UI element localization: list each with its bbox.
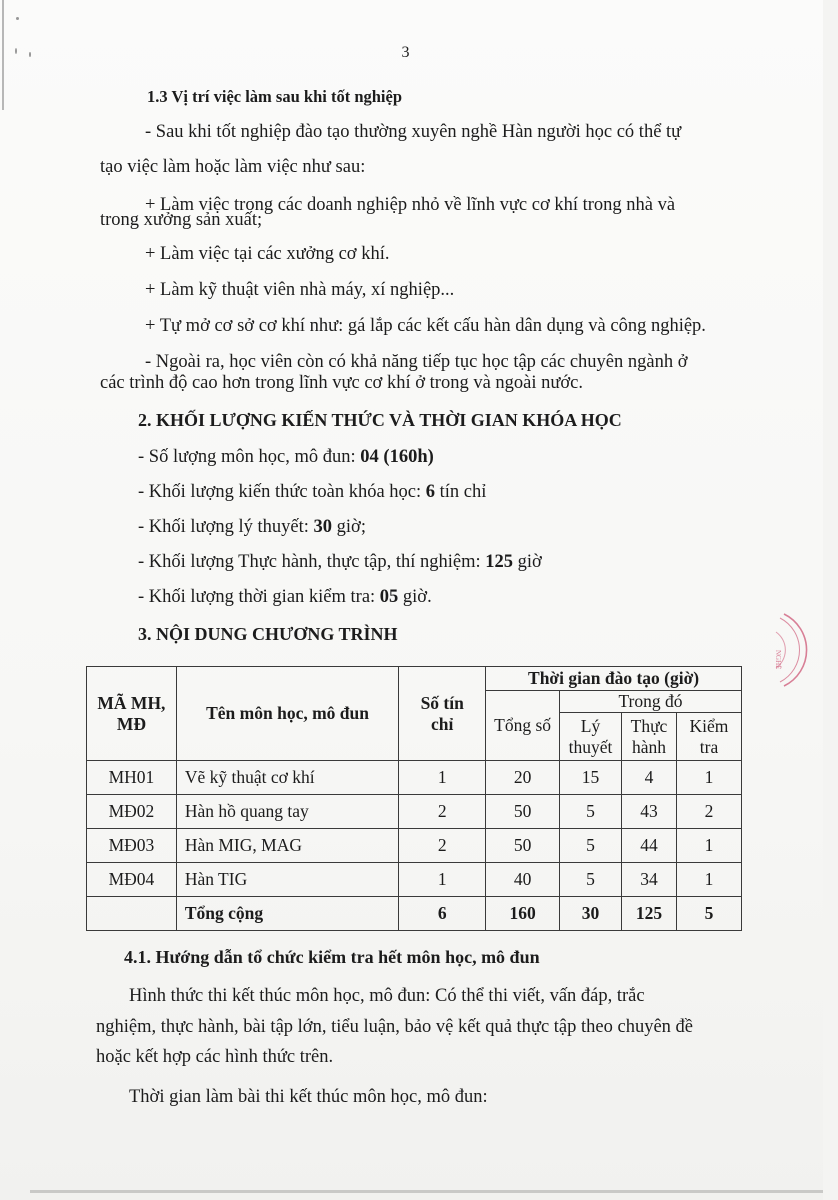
cell-theory: 5 — [560, 829, 622, 863]
header-name: Tên môn học, mô đun — [176, 667, 398, 761]
cell-total: 50 — [486, 829, 560, 863]
cell-practice: 125 — [621, 897, 676, 931]
table-row — [87, 829, 742, 863]
page-bottom-edge — [30, 1190, 823, 1193]
table-row — [87, 795, 742, 829]
cell-code: MĐ02 — [87, 795, 177, 829]
stat-suffix: giờ — [513, 552, 542, 572]
list-item: + Làm kỹ thuật viên nhà máy, xí nghiệp... — [145, 280, 455, 300]
cell-credits: 2 — [399, 829, 486, 863]
list-item: + Làm việc trong các doanh nghiệp nhỏ về lĩnh vực cơ khí trong nhà và — [145, 195, 676, 215]
cell-code: MH01 — [87, 761, 177, 795]
cell-theory: 5 — [560, 863, 622, 897]
page-number: 3 — [401, 44, 410, 61]
cell-exam: 1 — [676, 829, 741, 863]
cell-credits: 1 — [399, 863, 486, 897]
stat-value: 30 — [313, 517, 333, 537]
table-row — [87, 761, 742, 795]
cell-practice: 43 — [621, 795, 676, 829]
paragraph-line: - Ngoài ra, học viên còn có khả năng tiếp tục học tập các chuyên ngành ở — [145, 352, 688, 372]
course-stat-item — [138, 448, 434, 467]
cell-exam: 1 — [676, 761, 741, 795]
cell-total: 40 — [486, 863, 560, 897]
cell-credits: 6 — [399, 897, 486, 931]
cell-code: MĐ04 — [87, 863, 177, 897]
program-table — [86, 666, 742, 931]
cell-exam: 5 — [676, 897, 741, 931]
stat-suffix: giờ. — [398, 587, 432, 607]
table-total-row — [87, 897, 742, 931]
cell-total: 160 — [486, 897, 560, 931]
course-stat-item — [138, 518, 366, 537]
stat-label: - Khối lượng thời gian kiểm tra: — [138, 587, 380, 607]
paragraph-line: các trình độ cao hơn trong lĩnh vực cơ khí ở trong và ngoài nước. — [100, 373, 584, 393]
cell-name: Hàn TIG — [176, 863, 398, 897]
header-of-which: Trong đó — [560, 691, 742, 713]
cell-code: MĐ03 — [87, 829, 177, 863]
cell-exam: 2 — [676, 795, 741, 829]
cell-exam: 1 — [676, 863, 741, 897]
cell-name: Vẽ kỹ thuật cơ khí — [176, 761, 398, 795]
header-practice: Thực hành — [621, 713, 676, 761]
stat-value: 6 — [425, 482, 436, 502]
header-credits: Số tín chỉ — [399, 667, 486, 761]
section-heading-3: 3. NỘI DUNG CHƯƠNG TRÌNH — [138, 624, 398, 644]
cell-theory: 5 — [560, 795, 622, 829]
header-time-group: Thời gian đào tạo (giờ) — [486, 667, 742, 691]
paragraph-line: hoặc kết hợp các hình thức trên. — [96, 1047, 334, 1067]
section-heading-4-1: 4.1. Hướng dẫn tổ chức kiểm tra hết môn học, mô đun — [124, 947, 540, 967]
header-total: Tổng số — [486, 691, 560, 761]
course-stat-item — [138, 553, 542, 572]
course-stat-item — [138, 483, 486, 502]
cell-practice: 44 — [621, 829, 676, 863]
paragraph-line: tạo việc làm hoặc làm việc như sau: — [100, 157, 366, 177]
stamp-text: NGHỀ — [774, 650, 782, 670]
stat-value: 05 — [379, 587, 399, 607]
stat-value: 04 (160h) — [360, 447, 434, 467]
table-row — [87, 863, 742, 897]
section-heading-1-3: 1.3 Vị trí việc làm sau khi tốt nghiệp — [147, 87, 403, 106]
stat-value: 125 — [485, 552, 514, 572]
cell-name: Hàn MIG, MAG — [176, 829, 398, 863]
paragraph-line: - Sau khi tốt nghiệp đào tạo thường xuyên nghề Hàn người học có thể tự — [145, 122, 682, 142]
cell-practice: 4 — [621, 761, 676, 795]
stat-suffix: tín chỉ — [435, 482, 487, 502]
course-stat-item — [138, 588, 432, 607]
stat-label: - Khối lượng lý thuyết: — [138, 517, 314, 537]
cell-code — [87, 897, 177, 931]
cell-credits: 1 — [399, 761, 486, 795]
stat-label: - Khối lượng kiến thức toàn khóa học: — [138, 482, 426, 502]
paragraph-line: nghiệm, thực hành, bài tập lớn, tiểu luận, bảo vệ kết quả thực tập theo chuyên đề — [96, 1017, 693, 1037]
paragraph-line: Thời gian làm bài thi kết thúc môn học, mô đun: — [129, 1087, 488, 1107]
list-item: + Làm việc tại các xưởng cơ khí. — [145, 244, 390, 264]
cell-credits: 2 — [399, 795, 486, 829]
stat-suffix: giờ; — [332, 517, 366, 537]
cell-name: Hàn hồ quang tay — [176, 795, 398, 829]
cell-total: 50 — [486, 795, 560, 829]
list-item: + Tự mở cơ sở cơ khí như: gá lắp các kết cấu hàn dân dụng và công nghiệp. — [145, 316, 706, 336]
cell-total: 20 — [486, 761, 560, 795]
stat-label: - Số lượng môn học, mô đun: — [138, 447, 361, 467]
header-exam: Kiểm tra — [676, 713, 741, 761]
section-heading-2: 2. KHỐI LƯỢNG KIẾN THỨC VÀ THỜI GIAN KHÓA HỌC — [138, 410, 622, 430]
cell-practice: 34 — [621, 863, 676, 897]
header-theory: Lý thuyết — [560, 713, 622, 761]
speck-mark — [16, 17, 19, 20]
stat-label: - Khối lượng Thực hành, thực tập, thí nghiệm: — [138, 552, 486, 572]
cell-name: Tổng cộng — [176, 897, 398, 931]
cell-theory: 30 — [560, 897, 622, 931]
header-code: MÃ MH, MĐ — [87, 667, 177, 761]
cell-theory: 15 — [560, 761, 622, 795]
list-item-continuation: trong xưởng sản xuất; — [100, 210, 263, 230]
paragraph-line: Hình thức thi kết thúc môn học, mô đun: Có thể thi viết, vấn đáp, trắc — [129, 986, 645, 1006]
stamp-seal-icon — [774, 612, 838, 688]
